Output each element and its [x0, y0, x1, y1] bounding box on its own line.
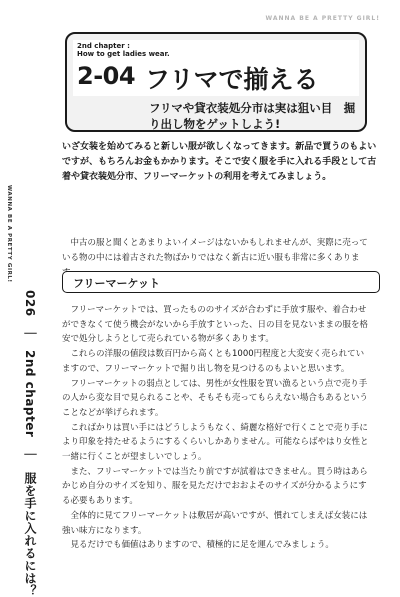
- section-heading-box: [62, 271, 380, 293]
- body-paragraph: また、フリーマーケットでは当たり前ですが試着はできません。買う時はあらかじめ自分のサイズを知り、服を見ただけでおおよそのサイズが分かるようにする必要もあります。: [62, 466, 368, 507]
- sidebar-chapter: 2nd chapter: [23, 350, 37, 438]
- lead-paragraph: いざ女装を始めてみると新しい服が欲しくなってきます。新品で買うのもよいですが、もちろんお金もかかります。そこで安く服を手に入れる手段として古着や貸衣装処分市、フリーマーケットの利用を考えてみましょう。: [62, 142, 377, 182]
- sidebar-chapter-info: [23, 290, 39, 597]
- chapter-label: [77, 42, 170, 58]
- body-paragraph: フリーマーケットでは、買ったもののサイズが合わずに手放す服や、着合わせができなくて使う機会がないから手放すといった、日の目を見ないままの服を格安で処分しようとして売られている物が多くあります。: [62, 305, 369, 345]
- body-paragraph: 全体的に見てフリーマーケットは敷居が高いですが、慣れてしまえば女装には強い味方になります。: [62, 510, 368, 536]
- section-number: 2-04: [77, 62, 136, 90]
- page-title: フリマで揃える: [145, 65, 319, 94]
- divider: ｜: [23, 327, 37, 340]
- sidebar-topic: 服を手に入れるには？: [23, 471, 37, 597]
- article-body: [62, 303, 372, 553]
- sidebar-tagline: WANNA BE A PRETTY GIRL!: [6, 185, 12, 283]
- chapter-title-box: [65, 32, 367, 132]
- body-paragraph: フリーマーケットの弱点としては、男性が女性服を買い漁るという点で売り手の人から変な目で見られることや、そもそも売ってもらえない場合もあるということなどが挙げられます。: [62, 378, 368, 418]
- chapter-label-line1: 2nd chapter :: [77, 42, 130, 50]
- body-paragraph: こればかりは買い手にはどうしようもなく、綺麗な格好で行くことで売り手により印象を持たせるようにするくらいしかありません。可能ならばやはり女性と一緒に行くことが望ましいでしょう。: [62, 422, 369, 463]
- intro-paragraph: 中古の服と聞くとあまりよいイメージはないかもしれませんが、実際に売っている物の中には着古された物ばかりではなく新古に近い服も非常に多くありま: [62, 238, 368, 263]
- page-number: 026: [23, 290, 37, 317]
- section-heading: フリーマーケット: [73, 277, 161, 290]
- body-paragraph: これらの洋服の値段は数百円から高くとも1000円程度と大変安く売られていますので、フリーマーケットで掘り出し物を見つけるのもよいと思います。: [62, 349, 365, 374]
- chapter-label-line2: How to get ladies wear.: [77, 50, 170, 58]
- page-subtitle: フリマや貸衣装処分市は実は狙い目 掘り出し物をゲットしよう!: [149, 101, 356, 131]
- body-paragraph: 見るだけでも価値はありますので、積極的に足を運んでみましょう。: [70, 540, 334, 551]
- divider: ｜: [23, 448, 37, 461]
- header-tagline: WANNA BE A PRETTY GIRL!: [265, 15, 380, 22]
